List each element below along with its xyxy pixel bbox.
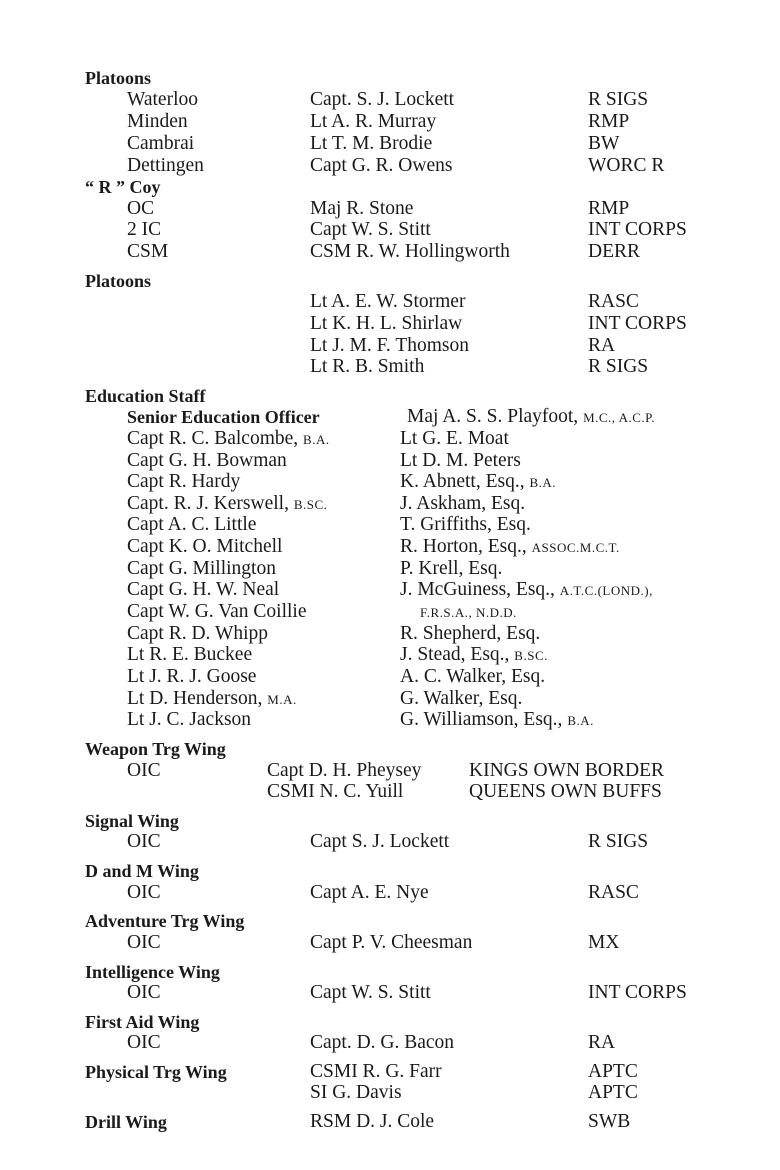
role-label: 2 IC [127,219,162,240]
staff-quals: B.A. [529,475,557,490]
staff-quals: A.T.C.(LOND.), [559,583,653,598]
staff-name: Capt A. C. Little [127,514,257,535]
unit-code: APTC [588,1082,638,1103]
staff-quals: B.A. [567,713,594,728]
role-label: CSM [127,241,169,262]
unit-code: RMP [588,198,630,219]
staff-quals: B.SC. [514,648,548,663]
officer-name: Maj R. Stone [310,198,414,219]
role-label: OIC [127,1032,161,1053]
section-heading: Platoons [85,68,152,88]
unit-code: KINGS OWN BORDER [469,760,664,781]
staff-name: Capt R. C. Balcombe, [127,428,299,449]
staff-entry [400,623,540,645]
staff-entry [400,428,509,450]
officer-name: Lt A. E. W. Stormer [310,291,466,312]
staff-name: Capt G. Millington [127,558,276,579]
section-heading: Drill Wing [85,1112,167,1132]
officer-name: Lt A. R. Murray [310,111,437,132]
staff-name: T. Griffiths, Esq. [400,514,531,535]
staff-name: Lt R. E. Buckee [127,644,253,665]
officer-name: Capt. S. J. Lockett [310,89,455,110]
unit-code: INT CORPS [588,219,687,240]
role-label: OIC [127,831,161,852]
staff-entry [127,514,256,536]
section-heading: Education Staff [85,386,206,406]
staff-entry [400,450,521,472]
staff-name: A. C. Walker, Esq. [400,666,546,687]
staff-quals: B.A. [303,432,330,447]
staff-entry [400,709,594,732]
unit-code: R SIGS [588,356,649,377]
staff-entry [127,623,268,645]
platoon-name: Waterloo [127,89,198,110]
staff-entry [400,471,556,494]
unit-code: INT CORPS [588,982,687,1003]
staff-name: Lt J. C. Jackson [127,709,252,730]
role-label: OIC [127,982,161,1003]
staff-name: K. Abnett, Esq., [400,471,525,492]
staff-name: Capt R. Hardy [127,471,241,492]
staff-entry [127,558,276,580]
role-label: OIC [127,882,161,903]
officer-name: Lt K. H. L. Shirlaw [310,313,463,334]
staff-quals: M.A. [267,692,297,707]
staff-entry [127,471,240,493]
staff-entry [400,493,525,515]
unit-code: QUEENS OWN BUFFS [469,781,662,802]
staff-entry [127,644,252,666]
unit-code: RA [588,335,616,356]
staff-entry [127,579,279,601]
staff-name: Capt K. O. Mitchell [127,536,283,557]
officer-name: Capt G. R. Owens [310,155,453,176]
staff-entry [127,428,330,451]
unit-code: WORC R [588,155,665,176]
staff-name: Capt W. G. Van Coillie [127,601,307,622]
unit-code: RA [588,1032,616,1053]
section-heading: Adventure Trg Wing [85,911,245,931]
staff-name: R. Shepherd, Esq. [400,623,541,644]
staff-name: J. McGuiness, Esq., [400,579,555,600]
seo-label: Senior Education Officer [127,407,320,427]
officer-name: Lt J. M. F. Thomson [310,335,469,356]
staff-name: G. Walker, Esq. [400,688,523,709]
staff-name: J. Askham, Esq. [400,493,526,514]
officer-name: Capt D. H. Pheysey [267,760,422,781]
platoon-name: Minden [127,111,188,132]
unit-code: R SIGS [588,89,649,110]
section-heading: Intelligence Wing [85,962,220,982]
staff-quals: F.R.S.A., N.D.D. [420,605,517,620]
staff-name: J. Stead, Esq., [400,644,510,665]
unit-code: RASC [588,291,639,312]
section-heading: Physical Trg Wing [85,1062,227,1082]
section-heading: Weapon Trg Wing [85,739,226,759]
staff-name: Capt G. H. W. Neal [127,579,280,600]
staff-quals: B.SC. [293,497,328,512]
staff-entry [127,450,287,472]
staff-entry [400,558,502,580]
platoon-name: Cambrai [127,133,195,154]
officer-name: CSM R. W. Hollingworth [310,241,510,262]
staff-entry [127,536,282,558]
officer-name: Lt R. B. Smith [310,356,425,377]
section-heading: D and M Wing [85,861,199,881]
staff-entry [400,514,531,536]
staff-name: P. Krell, Esq. [400,558,503,579]
officer-name: Capt S. J. Lockett [310,831,450,852]
unit-code: R SIGS [588,831,649,852]
officer-name: CSMI N. C. Yuill [267,781,404,802]
unit-code: INT CORPS [588,313,687,334]
officer-name: Capt W. S. Stitt [310,982,431,1003]
role-label: OIC [127,760,161,781]
seo-entry [407,406,655,429]
role-label: OIC [127,932,161,953]
officer-name: Capt A. E. Nye [310,882,429,903]
staff-name: Capt. R. J. Kerswell, [127,493,289,514]
staff-quals: ASSOC.M.C.T. [531,540,620,555]
platoon-name: Dettingen [127,155,204,176]
staff-name: Maj A. S. S. Playfoot, [407,406,579,427]
unit-code: BW [588,133,620,154]
staff-entry [400,644,548,667]
staff-name: Capt R. D. Whipp [127,623,269,644]
staff-name: R. Horton, Esq., [400,536,527,557]
staff-entry [420,601,517,624]
staff-entry [400,666,545,688]
officer-name: Capt. D. G. Bacon [310,1032,455,1053]
unit-code: DERR [588,241,641,262]
officer-name: RSM D. J. Cole [310,1111,435,1132]
staff-name: Lt D. M. Peters [400,450,521,471]
staff-quals: M.C., A.C.P. [583,410,656,425]
section-heading: “ R ” Coy [85,177,161,197]
staff-entry [400,688,522,710]
staff-entry [400,579,653,602]
unit-code: SWB [588,1111,631,1132]
officer-name: Capt P. V. Cheesman [310,932,473,953]
officer-name: SI G. Davis [310,1082,402,1103]
unit-code: RMP [588,111,630,132]
staff-name: G. Williamson, Esq., [400,709,563,730]
section-heading: Signal Wing [85,811,179,831]
section-heading: Platoons [85,271,152,291]
unit-code: APTC [588,1061,638,1082]
role-label: OC [127,198,155,219]
staff-name: Lt G. E. Moat [400,428,509,449]
staff-entry [400,536,620,559]
unit-code: MX [588,932,620,953]
officer-name: Capt W. S. Stitt [310,219,431,240]
staff-entry [127,493,327,516]
officer-name: Lt T. M. Brodie [310,133,433,154]
staff-name: Lt D. Henderson, [127,688,263,709]
staff-entry [127,688,297,711]
officer-name: CSMI R. G. Farr [310,1061,442,1082]
staff-entry [127,601,306,623]
staff-name: Lt J. R. J. Goose [127,666,257,687]
staff-entry [127,666,256,688]
staff-name: Capt G. H. Bowman [127,450,287,471]
section-heading: First Aid Wing [85,1012,200,1032]
unit-code: RASC [588,882,639,903]
staff-entry [127,709,251,731]
